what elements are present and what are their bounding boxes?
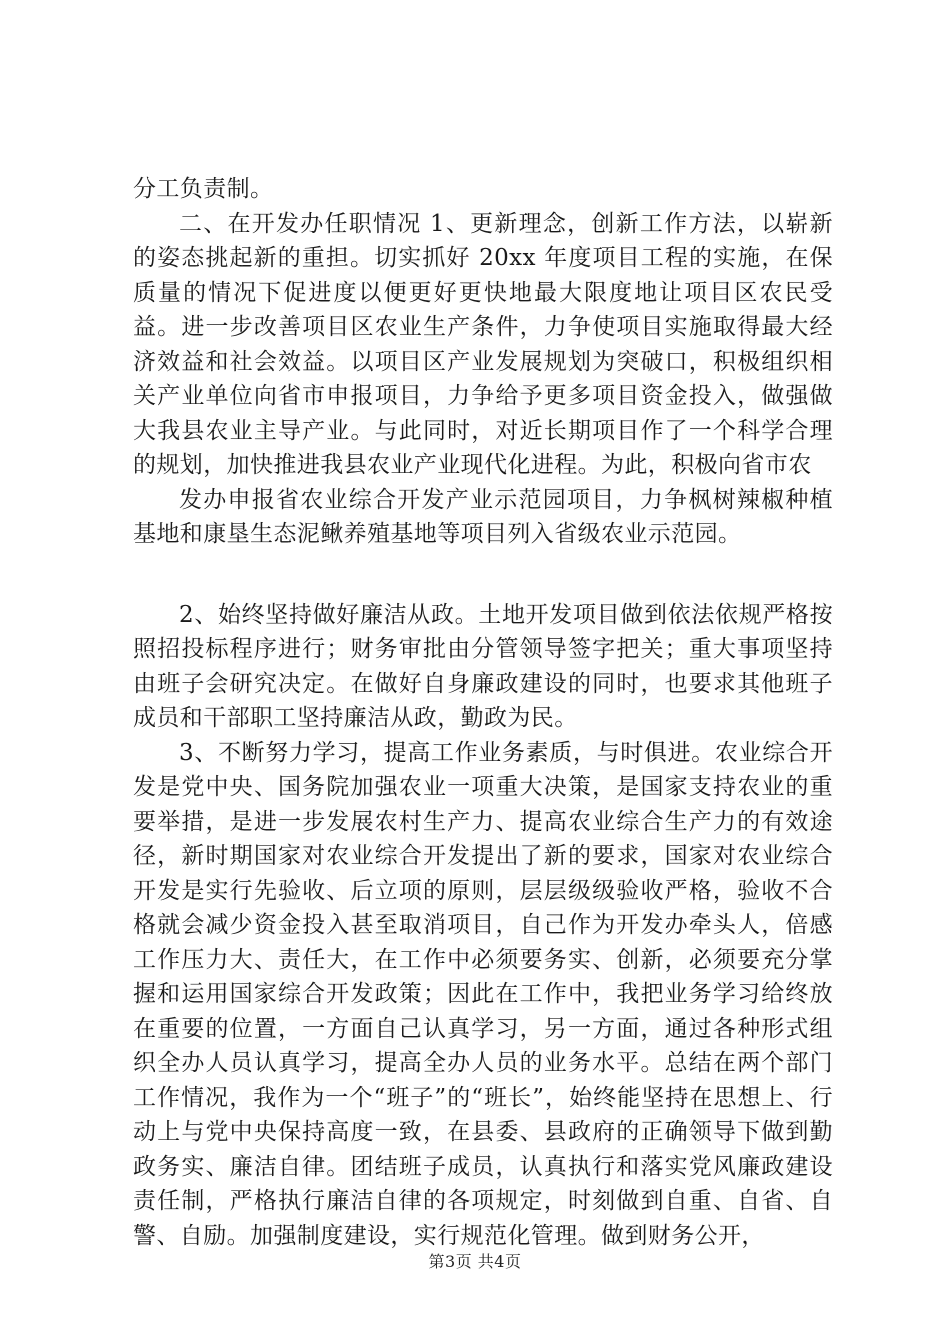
paragraph-1: 分工负责制。 — [133, 176, 274, 202]
paragraph-5: 3、不断努力学习，提高工作业务素质，与时俱进。农业综合开发是党中央、国务院加强农业一项重大决策，是国家支持农业的重要举措，是进一步发展农村生产力、提高农业综合生产力的有效途径，新时期国家对农业综合开发提出了新的要求，国家对农业综合开发是实行先验收、后立项的原则，层层级级验收严格，验收不合格就会减少资金投入甚至取消项目，自己作为开发办牵头人，倍感工作压力大、责任大，在工作中必须要务实、创新，必须要充分掌握和运用国家综合开发政策；因此在工作中，我把业务学习给终放在重要的位置，一方面自己认真学习，另一方面，通过各种形式组织全办人员认真学习，提高全办人员的业务水平。总结在两个部门工作情况，我作为一个“班子”的“班长”，始终能坚持在思想上、行动上与党中央保持高度一致，在县委、县政府的正确领导下做到勤政务实、廉洁自律。团结班子成员，认真执行和落实党风廉政建设责任制，严格执行廉洁自律的各项规定，时刻做到自重、自省、自警、自励。加强制度建设，实行规范化管理。做到财务公开， — [133, 739, 833, 1249]
paragraph-gap — [133, 552, 833, 598]
paragraph-2: 二、在开发办任职情况 1、更新理念，创新工作方法，以崭新的姿态挑起新的重担。切实抓好 20xx 年度项目工程的实施，在保质量的情况下促进度以便更好更快地最大限度地让项目区农民受益。进一步改善项目区农业生产条件，力争使项目实施取得最大经济效益和社会效益。以项目区产业发展规划为突破口，积极组织相关产业单位向省市申报项目，力争给予更多项目资金投入，做强做大我县农业主导产业。与此同时，对近长期项目作了一个科学合理的规划，加快推进我县农业产业现代化进程。为此，积极向省市农 — [133, 210, 833, 478]
page-number-footer: 第3页 共4页 — [428, 1252, 522, 1271]
paragraph-3: 发办申报省农业综合开发产业示范园项目，力争枫树辣椒种植基地和康垦生态泥鳅养殖基地等项目列入省级农业示范园。 — [133, 486, 833, 547]
document-body — [133, 172, 833, 1253]
paragraph-4: 2、始终坚持做好廉洁从政。土地开发项目做到依法依规严格按照招投标程序进行；财务审批由分管领导签字把关；重大事项坚持由班子会研究决定。在做好自身廉政建设的同时，也要求其他班子成员和干部职工坚持廉洁从政，勤政为民。 — [133, 601, 833, 731]
